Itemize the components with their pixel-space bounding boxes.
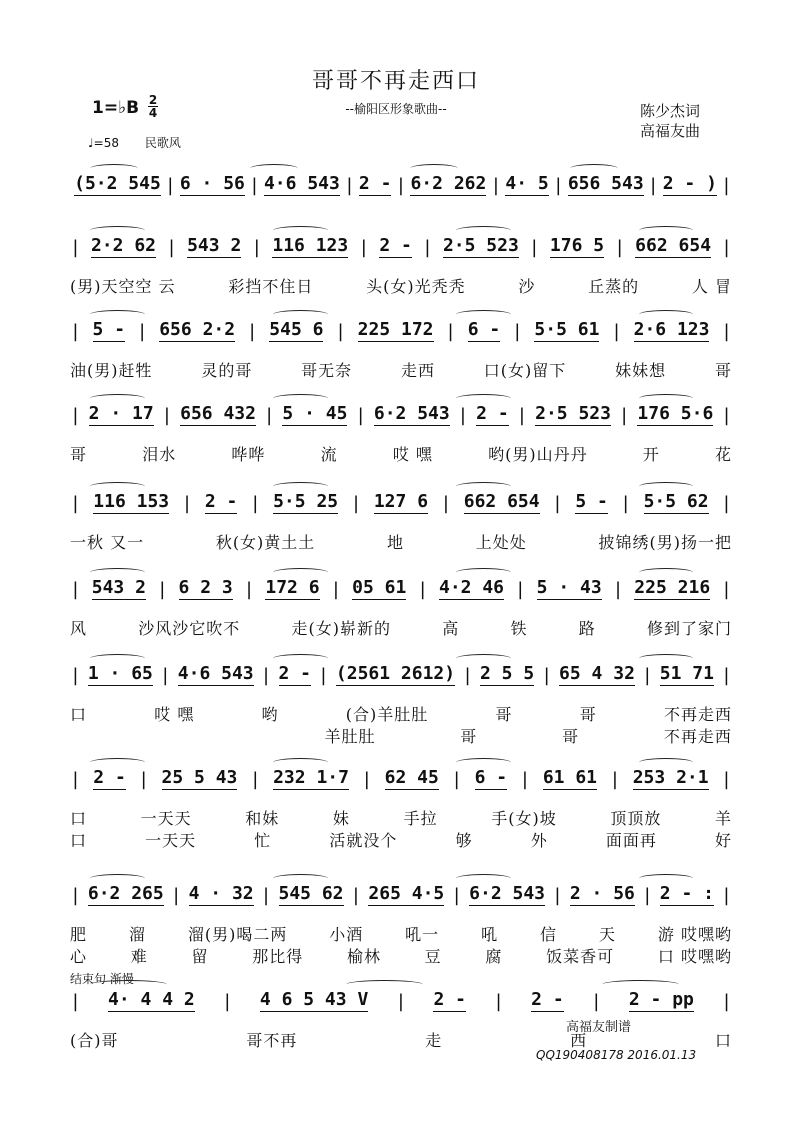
lyric-word: 走	[425, 1031, 443, 1050]
lyric-word: 羊肚肚	[324, 727, 376, 746]
slur-mark	[410, 164, 458, 173]
measure: 2 -	[433, 989, 466, 1010]
measure: 172 6	[265, 577, 320, 598]
lyric-word: 天	[598, 925, 616, 944]
lyric-word: 哥不再	[246, 1031, 298, 1050]
slur-mark	[90, 226, 145, 235]
lyric-word: 饭菜香可	[546, 947, 615, 966]
lyric-line	[70, 358, 732, 381]
lyric-word: 哗哗	[231, 445, 266, 464]
style-marking: 民歌风	[144, 136, 181, 150]
slur-mark	[456, 568, 511, 577]
measure: 2·5 523	[535, 403, 611, 424]
measure: 543 2	[187, 235, 242, 256]
ending-label: 结束句 渐慢	[70, 972, 134, 986]
slur-mark	[273, 394, 328, 403]
slur-mark	[90, 758, 145, 767]
measure: 6 · 56	[179, 173, 245, 194]
lyric-line-2	[70, 944, 732, 967]
measure: 543 2	[91, 577, 146, 598]
measure: 65 4 32	[559, 663, 635, 684]
lyric-word: 走(女)崭新的	[291, 619, 391, 638]
measure: 265 4·5	[368, 883, 445, 904]
slur-mark	[602, 980, 679, 989]
lyric-word: 妹妹想	[615, 361, 667, 380]
lyric-word: 口(女)留下	[483, 361, 567, 380]
lyric-line-2	[70, 724, 732, 747]
measure: (5·2 545	[74, 173, 161, 194]
measure: 5·5 25	[273, 491, 339, 512]
lyric-word: 信	[540, 925, 558, 944]
measure: 2 - )	[662, 173, 717, 194]
lyric-word: 口	[70, 705, 88, 724]
measure: 2 -	[204, 491, 238, 512]
note-line: | 5 - | 656 2·2 | 545 6 | 225 172 | 6 - | 5·5 61 | 2·6 123 |	[70, 319, 732, 342]
lyric-line	[70, 702, 732, 725]
lyric-word: 口	[714, 1031, 732, 1050]
contact-info: QQ190408178 2016.01.13	[536, 1048, 697, 1062]
slur-mark	[639, 310, 694, 319]
lyric-word: 铁	[510, 619, 528, 638]
slur-mark	[90, 164, 138, 173]
measure: 2 - :	[659, 883, 714, 904]
lyric-word: 哥	[70, 445, 88, 464]
lyric-word: 花	[714, 445, 732, 464]
key-signature: 1=♭B	[92, 98, 140, 118]
measure: 656 432	[180, 403, 256, 424]
lyric-word: 沙风沙它吹不	[138, 619, 241, 638]
measure: 6 -	[474, 767, 508, 788]
note-line: | 116 153 | 2 - | 5·5 25 | 127 6 | 662 654 | 5 - | 5·5 62 |	[70, 491, 732, 514]
lyric-word: 手(女)坡	[491, 809, 557, 828]
composer: 高福友曲	[640, 122, 701, 140]
measure: 253 2·1	[632, 767, 709, 788]
measure: 2 -	[531, 989, 564, 1010]
lyric-word: 游 哎嘿哟	[657, 925, 732, 944]
measure: 4·6 543	[177, 663, 254, 684]
slur-mark	[273, 482, 328, 491]
slur-mark	[90, 310, 145, 319]
lyric-word: 风	[70, 619, 88, 638]
slur-mark	[273, 568, 328, 577]
lyric-word: 西	[570, 1031, 588, 1050]
page-title: 哥哥不再走西口	[311, 69, 480, 94]
lyric-word: 溜	[128, 925, 146, 944]
measure: (2561 2612)	[335, 663, 456, 684]
lyric-word: 人 冒	[691, 277, 732, 296]
lyric-word: (合)羊肚肚	[345, 705, 429, 724]
slur-mark	[456, 310, 511, 319]
lyric-word: 哥	[562, 727, 580, 746]
lyric-word: 忙	[254, 831, 272, 850]
lyric-word: 腐	[485, 947, 503, 966]
subtitle: --榆阳区形象歌曲--	[345, 102, 447, 116]
measure: 116 153	[93, 491, 170, 512]
measure: 4· 4 4 2	[108, 989, 195, 1010]
lyric-word: 哎 嘿	[392, 445, 433, 464]
measure: 176 5	[549, 235, 605, 256]
lyric-line	[70, 530, 732, 553]
measure: 656 2·2	[159, 319, 236, 340]
measure: 2 -	[358, 173, 392, 194]
measure: 5 -	[575, 491, 608, 512]
measure: 232 1·7	[273, 767, 349, 788]
measure: 127 6	[373, 491, 429, 512]
lyric-word: 面面再	[605, 831, 657, 850]
measure: 1 · 65	[87, 663, 153, 684]
lyric-word: 一天天	[145, 831, 197, 850]
lyric-word: 哎 嘿	[154, 705, 195, 724]
tempo-marking	[88, 134, 181, 151]
note-line: | 4· 4 4 2 | 4 6 5 43 V | 2 - | 2 - | 2 - pp |	[70, 989, 732, 1012]
measure: 05 61	[352, 577, 407, 598]
slur-mark	[570, 164, 618, 173]
slur-mark	[456, 654, 511, 663]
arranger-credit: 高福友制谱	[566, 1020, 632, 1035]
measure: 6 -	[467, 319, 501, 340]
slur-mark	[273, 654, 328, 663]
measure: 51 71	[659, 663, 714, 684]
measure: 2 · 56	[569, 883, 635, 904]
lyric-word: 沙	[518, 277, 536, 296]
lyric-line	[70, 442, 732, 465]
lyric-word: 留	[191, 947, 209, 966]
measure: 2 - pp	[628, 989, 694, 1010]
lyric-word: 外	[530, 831, 548, 850]
measure: 4· 5	[505, 173, 549, 194]
measure: 5 · 45	[282, 403, 348, 424]
measure: 4 6 5 43 V	[259, 989, 369, 1010]
lyric-word: 口	[70, 831, 88, 850]
lyric-word: 吼一	[405, 925, 440, 944]
measure: 61 61	[542, 767, 597, 788]
lyric-word: (男)天空空 云	[70, 277, 176, 296]
measure: 6·2 262	[410, 173, 487, 194]
measure: 545 62	[278, 883, 344, 904]
slur-mark	[639, 758, 694, 767]
measure: 2 5 5	[479, 663, 535, 684]
measure: 6·2 543	[373, 403, 450, 424]
lyric-word: 好	[714, 831, 732, 850]
measure: 2·6 123	[633, 319, 710, 340]
lyric-word: 灵的哥	[201, 361, 253, 380]
slur-mark	[639, 226, 694, 235]
slur-mark	[90, 874, 145, 883]
measure: 4 · 32	[188, 883, 254, 904]
slur-mark	[346, 980, 423, 989]
lyric-word: 彩挡不住日	[228, 277, 314, 296]
lyric-word: 高	[442, 619, 460, 638]
measure: 6 2 3	[178, 577, 233, 598]
slur-mark	[639, 482, 694, 491]
slur-mark	[639, 654, 694, 663]
measure: 62 45	[384, 767, 439, 788]
lyric-word: 秋(女)黄土土	[215, 533, 316, 552]
tempo-value: ♩=58	[88, 136, 119, 150]
lyric-word: 油(男)赶牲	[70, 361, 153, 380]
measure: 545 6	[269, 319, 324, 340]
lyric-word: 一秋 又一	[70, 533, 145, 552]
lyric-word: 妹	[332, 809, 350, 828]
measure: 116 123	[272, 235, 349, 256]
lyric-word: 修到了家门	[646, 619, 732, 638]
lyric-line	[70, 922, 732, 945]
measure: 662 654	[463, 491, 540, 512]
slur-mark	[639, 874, 694, 883]
measure: 2·5 523	[442, 235, 519, 256]
measure: 6·2 543	[469, 883, 545, 904]
slur-mark	[456, 874, 511, 883]
measure: 2 -	[379, 235, 412, 256]
lyric-word: 小酒	[329, 925, 364, 944]
slur-mark	[273, 310, 328, 319]
measure: 2 -	[93, 767, 126, 788]
lyric-line	[70, 806, 732, 829]
measure: 2 · 17	[88, 403, 154, 424]
lyric-word: 披锦绣(男)扬一把	[598, 533, 732, 552]
lyric-word: 路	[578, 619, 596, 638]
lyric-word: 哥	[495, 705, 513, 724]
lyric-word: 榆林	[346, 947, 381, 966]
lyric-word: 哥	[714, 361, 732, 380]
lyric-word: 和妹	[245, 809, 280, 828]
lyric-word: 哥无奈	[301, 361, 353, 380]
lyric-word: 口 哎嘿哟	[657, 947, 732, 966]
lyric-word: 丘蒸的	[588, 277, 640, 296]
slur-mark	[90, 568, 145, 577]
lyric-word: 心	[70, 947, 88, 966]
lyric-word: 那比得	[252, 947, 304, 966]
lyric-word: 豆	[424, 947, 442, 966]
note-line: | 1 · 65 | 4·6 543 | 2 - | (2561 2612) | 2 5 5 | 65 4 32 | 51 71 |	[70, 663, 732, 686]
measure: 5 -	[92, 319, 126, 340]
lyric-word: 羊	[714, 809, 732, 828]
lyric-word: 不再走西	[663, 705, 732, 724]
lyricist: 陈少杰词	[640, 102, 701, 120]
lyric-line	[70, 616, 732, 639]
meter-bottom: 4	[148, 106, 158, 120]
note-line: | 543 2 | 6 2 3 | 172 6 | 05 61 | 4·2 46 | 5 · 43 | 225 216 |	[70, 577, 732, 600]
lyric-word: 够	[455, 831, 473, 850]
slur-mark	[456, 394, 511, 403]
lyric-word: 溜(男)喝二两	[187, 925, 288, 944]
measure: 656 543	[567, 173, 644, 194]
slur-mark	[90, 980, 167, 989]
note-line: | 2 · 17 | 656 432 | 5 · 45 | 6·2 543 | 2 - | 2·5 523 | 176 5·6 |	[70, 403, 732, 426]
measure: 4·2 46	[438, 577, 505, 598]
lyric-word: 肥	[70, 925, 88, 944]
slur-mark	[639, 394, 694, 403]
slur-mark	[273, 758, 328, 767]
lyric-word: 吼	[481, 925, 499, 944]
lyric-word: 地	[387, 533, 405, 552]
lyric-word: 手拉	[403, 809, 438, 828]
slur-mark	[456, 482, 511, 491]
measure: 2·2 62	[90, 235, 156, 256]
lyric-line	[70, 274, 732, 297]
lyric-word: 头(女)光秃秃	[366, 277, 466, 296]
slur-mark	[90, 394, 145, 403]
lyric-line-2	[70, 828, 732, 851]
meter-top: 2	[148, 93, 158, 107]
measure: 25 5 43	[161, 767, 238, 788]
slur-mark	[456, 758, 511, 767]
time-signature	[148, 94, 158, 119]
slur-mark	[273, 226, 328, 235]
lyric-word: 一天天	[140, 809, 192, 828]
measure: 2 -	[476, 403, 509, 424]
measure: 2 -	[278, 663, 312, 684]
lyric-word: 泪水	[142, 445, 177, 464]
measure: 4·6 543	[263, 173, 340, 194]
note-line: (5·2 545 | 6 · 56 | 4·6 543 | 2 - | 6·2 262 | 4· 5 | 656 543 | 2 - ) |	[74, 173, 732, 196]
measure: 225 172	[357, 319, 434, 340]
measure: 5·5 61	[534, 319, 600, 340]
lyric-word: 活就没个	[329, 831, 398, 850]
lyric-word: 开	[642, 445, 660, 464]
lyric-word: (合)哥	[70, 1031, 119, 1050]
slur-mark	[639, 568, 694, 577]
measure: 5 · 43	[536, 577, 602, 598]
slur-mark	[273, 874, 328, 883]
lyric-word: 流	[320, 445, 338, 464]
lyric-word: 不再走西	[663, 727, 732, 746]
note-line: | 2 - | 25 5 43 | 232 1·7 | 62 45 | 6 - | 61 61 | 253 2·1 |	[70, 767, 732, 790]
lyric-word: 哟(男)山丹丹	[488, 445, 588, 464]
measure: 176 5·6	[637, 403, 714, 424]
slur-mark	[90, 654, 145, 663]
note-line: | 6·2 265 | 4 · 32 | 545 62 | 265 4·5 | 6·2 543 | 2 · 56 | 2 - : |	[70, 883, 732, 906]
measure: 5·5 62	[643, 491, 709, 512]
measure: 225 216	[634, 577, 711, 598]
lyric-word: 难	[130, 947, 148, 966]
note-line: | 2·2 62 | 543 2 | 116 123 | 2 - | 2·5 523 | 176 5 | 662 654 |	[70, 235, 732, 258]
lyric-word: 哥	[460, 727, 478, 746]
slur-mark	[250, 164, 298, 173]
measure: 662 654	[635, 235, 712, 256]
lyric-word: 上处处	[475, 533, 527, 552]
slur-mark	[456, 226, 511, 235]
lyric-word: 顶顶放	[610, 809, 662, 828]
measure: 6·2 265	[87, 883, 164, 904]
lyric-word: 走西	[400, 361, 435, 380]
lyric-word: 口	[70, 809, 88, 828]
lyric-word: 哟	[261, 705, 279, 724]
lyric-word: 哥	[579, 705, 597, 724]
slur-mark	[90, 482, 145, 491]
